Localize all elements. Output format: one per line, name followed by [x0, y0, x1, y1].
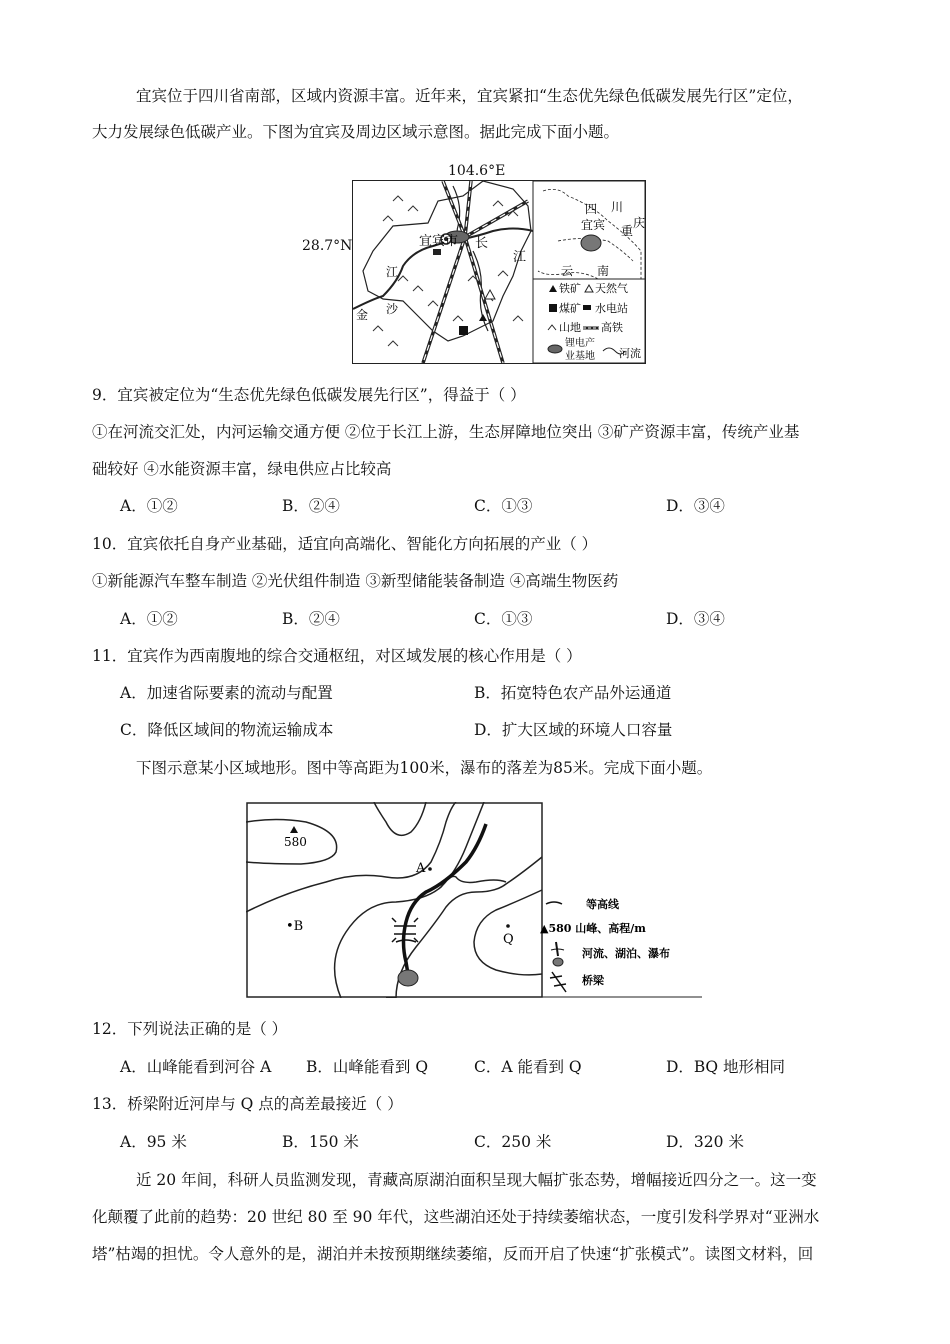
intro2-line: 下图示意某小区域地形。图中等高距为100米，瀑布的落差为85米。完成下面小题。: [136, 759, 713, 777]
q11-option-d[interactable]: D．扩大区域的环境人口容量: [474, 721, 673, 739]
inset-yibin: 宜宾: [581, 218, 606, 232]
jinsha-label-2: 沙: [386, 302, 399, 316]
legend-coal: 煤矿: [559, 302, 581, 315]
point-b-label: •B: [286, 919, 304, 934]
q9-stem: 9．宜宾被定位为“生态优先绿色低碳发展先行区”，得益于（ ）: [92, 386, 526, 404]
point-a-label: A: [416, 861, 426, 876]
jinsha-label-3: 金: [356, 308, 369, 322]
q11-option-b[interactable]: B．拓宽特色农产品外运通道: [474, 684, 672, 702]
q13-option-a[interactable]: A．95 米: [120, 1133, 187, 1151]
inset-chongqing-2: 庆: [633, 216, 645, 230]
q9-option-a[interactable]: A．①②: [120, 497, 178, 515]
q10-option-b[interactable]: B．②④: [282, 610, 340, 628]
city-label: 宜宾市: [419, 234, 459, 249]
q11-option-c[interactable]: C．降低区域间的物流运输成本: [120, 721, 334, 739]
q12-option-b[interactable]: B．山峰能看到 Q: [306, 1058, 429, 1076]
point-q-label: Q: [503, 932, 514, 947]
legend-river: 河流: [619, 347, 641, 360]
legend-river-lake-waterfall: 河流、湖泊、瀑布: [582, 947, 670, 960]
q12-option-a[interactable]: A．山峰能看到河谷 A: [120, 1058, 272, 1076]
yibin-region-map: [352, 180, 646, 364]
q9-items-1: ①在河流交汇处，内河运输交通方便 ②位于长江上游，生态屏障地位突出 ③矿产资源丰富，传统产业基: [92, 423, 800, 441]
legend-hydro: 水电站: [595, 302, 628, 315]
latitude-label: 28.7°N: [302, 238, 353, 254]
terrain-map: [246, 802, 702, 998]
q10-items: ①新能源汽车整车制造 ②光伏组件制造 ③新型储能装备制造 ④高端生物医药: [92, 572, 619, 590]
intro3-line-3: 塔”枯竭的担忧。令人意外的是，湖泊并未按预期继续萎缩，反而开启了快速“扩张模式”。读图文材料，回: [92, 1245, 814, 1263]
legend-lithium-2: 业基地: [565, 351, 595, 362]
legend-iron: 铁矿: [559, 282, 581, 295]
intro-line-1: 宜宾位于四川省南部，区域内资源丰富。近年来，宜宾紧扣“生态优先绿色低碳发展先行区”定位，: [136, 87, 803, 105]
intro-line-2: 大力发展绿色低碳产业。下图为宜宾及周边区域示意图。据此完成下面小题。: [92, 123, 620, 141]
inset-sichuan-2: 川: [611, 200, 624, 214]
inset-sichuan-1: 四: [585, 202, 598, 216]
q12-option-d[interactable]: D．BQ 地形相同: [666, 1058, 785, 1076]
q11-stem: 11．宜宾作为西南腹地的综合交通枢纽，对区域发展的核心作用是（ ）: [92, 647, 582, 665]
q10-stem: 10．宜宾依托自身产业基础，适宜向高端化、智能化方向拓展的产业（ ）: [92, 535, 598, 553]
legend-lithium-1: 锂电产: [565, 338, 595, 349]
peak-label: 580: [284, 835, 307, 849]
q10-option-c[interactable]: C．①③: [474, 610, 533, 628]
q9-option-d[interactable]: D．③④: [666, 497, 725, 515]
legend-peak: ▲580 山峰、高程/m: [540, 922, 646, 935]
q11-option-a[interactable]: A．加速省际要素的流动与配置: [120, 684, 333, 702]
inset-yunnan-2: 南: [597, 264, 610, 278]
changjiang-label-2: 江: [513, 250, 527, 265]
q13-option-c[interactable]: C．250 米: [474, 1133, 552, 1151]
legend-bridge: 桥梁: [582, 974, 604, 987]
yibin-map-svg: [353, 181, 645, 363]
jinsha-label-1: 江: [386, 265, 399, 279]
legend-contour: 等高线: [586, 898, 619, 911]
intro3-line-1: 近 20 年间，科研人员监测发现，青藏高原湖泊面积呈现大幅扩张态势，增幅接近四分之一。这一变: [136, 1171, 817, 1189]
legend-rail: 高铁: [601, 321, 623, 334]
q10-option-d[interactable]: D．③④: [666, 610, 725, 628]
q10-option-a[interactable]: A．①②: [120, 610, 178, 628]
q12-option-c[interactable]: C．A 能看到 Q: [474, 1058, 582, 1076]
inset-chongqing-1: 重: [621, 224, 634, 238]
inset-yunnan-1: 云: [561, 264, 574, 278]
intro3-line-2: 化颠覆了此前的趋势：20 世纪 80 至 90 年代，这些湖泊还处于持续萎缩状态，一度引发科学界对“亚洲水: [92, 1208, 820, 1226]
legend-gas: 天然气: [595, 282, 628, 295]
q9-option-b[interactable]: B．②④: [282, 497, 340, 515]
changjiang-label-1: 长: [475, 236, 489, 251]
legend-mountain: 山地: [559, 321, 581, 334]
q13-option-d[interactable]: D．320 米: [666, 1133, 744, 1151]
q9-option-c[interactable]: C．①③: [474, 497, 533, 515]
q12-stem: 12．下列说法正确的是（ ）: [92, 1020, 288, 1038]
q13-option-b[interactable]: B．150 米: [282, 1133, 359, 1151]
terrain-map-svg: [246, 802, 702, 998]
q13-stem: 13．桥梁附近河岸与 Q 点的高差最接近（ ）: [92, 1095, 403, 1113]
longitude-label: 104.6°E: [448, 163, 506, 179]
q9-items-2: 础较好 ④水能资源丰富，绿电供应占比较高: [92, 460, 392, 478]
